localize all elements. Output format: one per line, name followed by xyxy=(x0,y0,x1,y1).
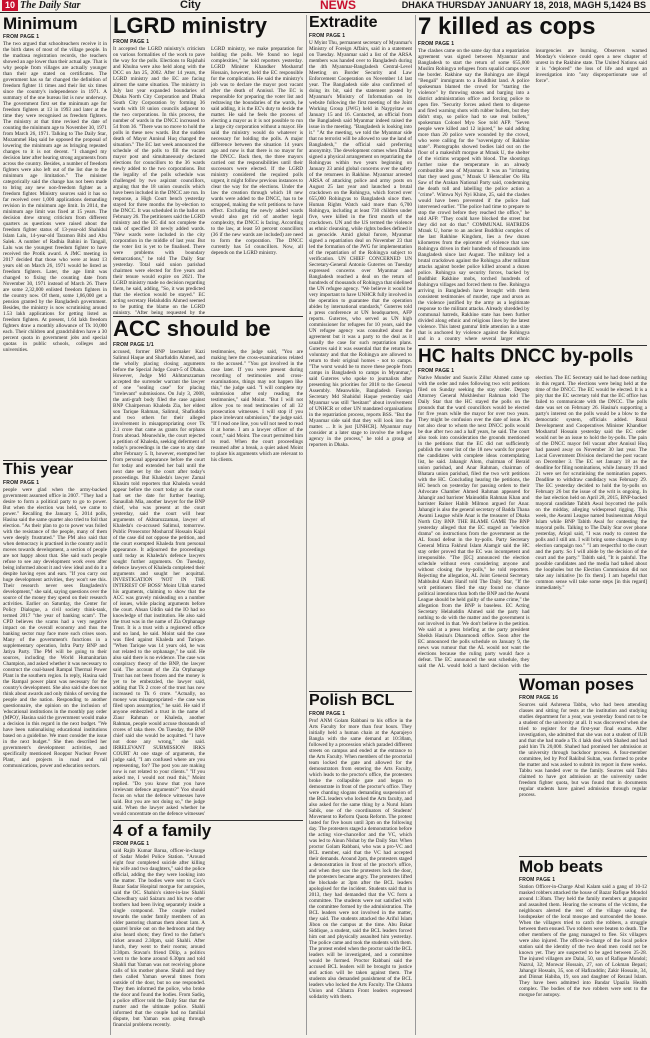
dateline: FROM PAGE 1 xyxy=(113,841,150,847)
headline: Polish BCL xyxy=(309,693,395,709)
headline: 4 of a family xyxy=(113,822,212,840)
article-body: people were glad when the army-backed government assumed office in 2007. "They had a desire to form a political party to go to power. But when the election was held, we came to power." Recalling the January 5, 2014 polls, Hasina said the same quarter also tried to foil that election. "As their plan to go to power was foiled with the resistance of the people, many of them were deeply frustrated." The PM also said that when democracy is practised in the country and it moves towards development, a section of people are not happy about that. She said such people refuse to see any development work even after being informed about it and view ideal and do it a despite having eyes and ears. "If you carry out huge development activities, they won't see this. Their research never sees Bangladesh's development," she said, saying questions over the source of the money they spend on their research activities. Earlier on Saturday, the Center for Policy Dialogue, a civil society think-tank, termed 2017 "the year of banking scam". The CPD believes the scams had a very negative impact on the overall economy and thus the banking sector may face more such crises soon. Many of the government's functions in a supplementary operation, Infra Party BNP and Jatiya Party. The PM will be going to their sources, including the World Humanitarian Champion, and asked whether it was necessary to construct the coal-based Rampal Thermal Power Plant in the southern region. In reply, Hasina said the Rampal power plant was necessary for the country's development. She also said she does not think about awards and only thinks of serving the people and the nation. Responding to another questionnaire, she opinion on the inclusion of 'educational institutions in the monthly pay order (MPO)', Hasina said the government would make a decision in this regard in the next budget. "We have been nationalising educational institutions based on a guideline. We must consider the issue in the next budget." She then described her government's development activities, and specifically mentioned Rooppur Nuclear Power Plant, and projects in road and rail communications, power and education sectors. xyxy=(3,487,107,769)
article-body: said Rajib Kumar Barua, officer-in-charge of Sadar Model Police Station. "Around eight four completed suicide after killing his wife and two daughters," said the police official, adding the they were looking into the matter. The bodies were sent to Cox's Bazar Sadar Hospital morgue for autopsies, said the OC. Shahin's sister-in-law Shahli Chowdhury said Saizuru and his two other brothers had been living separately inside a single compound. The couple rushed towards the under family members of an older pastoring chamas them about 1am. A quarrel broke out on the bedroom and they also heard shots; they fired to the father's ticket around 2.30pm, said Shahli. After lunch, they went to their rooms; around 3:30pm. Stavan's friend Dilip, a politics went to the home around 6.30pm and told Shahli that Yaman was not receiving phone calls of his mother phone. Shahli and they then called Yaman several times from outside of the door, but no one responded. They then informed the police, who broke the door and found the bodies. From Sadiq, a police officer told the Daily Star that the matter and the ultimate police. Shahli informed that the couple had no familial dispute, but Yaman was going through financial problems recently. xyxy=(113,848,205,1028)
dateline: FROM PAGE 1 xyxy=(3,480,40,486)
rule-killed-hc xyxy=(418,345,647,346)
headline: 7 killed as cops xyxy=(418,15,596,40)
article-polish-bcl xyxy=(309,693,412,1034)
headline: LGRD ministry xyxy=(113,15,268,38)
article-minimum xyxy=(3,15,107,460)
article-body: The clashes came on the same day that a repatriation agreement was signed between Myanmar and Bangladesh to start the return of some 655,000 Muslim Rohingya refugees from squalid camps over the border. Rakhine say the Rohingya are illegal "Bengali" immigrants to a Buddhist land. A police spokesman blamed the crowd for "starting the violence" by throwing stones and barging into a district administration office and forcing police to open fire. "Security forces asked them to disperse and fired warning shots with rubber bullets, but they didn't stop, so police had to use real bullets," spokesman Colonel Myo Soe told AFP. "Seven people were killed and 12 injured," he said adding more than 20 police were wounded by the crowd, who were calling for the "sovereignty of Rakhine state". Photographs showed bodies laid out on the floor of a makeshift morgue at Mrauk U, the shelter of the victims wrapped with blood. The shootings further raise the temperature in an already combustible area of Myanmar. It was an "irritating that they used guns," Mrauk U Hemcalier Oo Hla Saw of the Arakan National Party said, condemning the death toll and labelling the police action a "crime". Wimwa Nyi Nyi Khine, 25, said the clashes would have been prevented if the police had intervened earlier. "The police had time to prepare to stop the crowd before they reached the office," he told AFP. "They could have blocked the street but they did not do that." COMMUNAL HATREDS Mrauk U, home to an ancient Buddhist complex of the last Rakhine Kingdom, lies a few dozen kilometres from the epicentre of violence that saw Rohingya driven in their hundreds of thousands into Bangladesh since last August. The military led a brutal crackdown against the Rohingya after militant attacks against border police killed around a dozen police. Rohingya say security forces, backed by Buddhist Rakhine mobs, torched hundreds of Rohingya villages and forced them to flee. Rohingya arriving in Bangladesh have brought with them consistent testimonies of murder, rape and arson as the violence justified by the army as a legitimate response to the militant attacks. Already shredded by communal hatreds, Rakhine state has been further divided along ethnic and religious lines by the latest violence. This latest gamma' little attention in a state that is anchored by violence against the Rohingya and in a country where several larger ethnic insurgencies are burning. Observers warned Monday's violence could open a new chapter of unrest in the Rakhine state. The United Nations said it is "deplored" the loss of life and urged an investigation into "any disproportionate use of force". xyxy=(418,48,647,342)
column-rule xyxy=(306,15,307,1035)
article-body: Native Munder and Suavis Zillur Ahmed came up with the order and rules following two writ petitions filed on Sunday seeking the stay order. Deputy Attorney General Mokhleshur Rahman told The Daily Star that the HC stayed the polls on the grounds that the ward councillors would be elected for five years while the mayor for over two years. They might be confusion over the date of issue. It's not also clear to whom the next DNCC polls would be due after two and a half years, he said. The court also took into consideration the grounds mentioned in the petitions that the EC did not sufficiently publish the voter list of the 18 new wards for proper the candidates with complete ideas contemplating list, he said. Jahangir Alom, chairman of Beraid union parishad, and Anar Rahman, chairman of Bhatara union parishad, filed the two writ petitions with the HC. Concluding hearing the petitions, the HC bench on yesterday for passing orders to their Advocate Chamber Ahmed Rahman appeared for Jahangir and barrister Mainuddin Rahman Khan and barrister Rainer Habib Milmon argued for Anar. Jahangir is also the general secretary of Badda Thana Awami League while Anar is the treasurer of Dhaka North City BNP. THE BLAME GAME The BNP yesterday alleged that the EC staged an "election drama" on instructions from the government as the AL found defeat in the by-polls. Party Secretary General Mirza Fakhrul Islam Alamgir said the HC stay order proved that the EC was incompetent and irresponsible. "The [EC] announced the election schedule without even considering anyone and without closing the by-polls," he told reporters. Rejecting the allegation, AL Joint General Secretary Mahbubul Alam Hanif told The Daily Star, "If the writ petitioners filed the stay found no chance political intentions than both the BNP and the Awami League should be held guilty of the same crime," the allegation from the BNP is baseless. EC Acting Secretary Helaluddin Ahmed said the party had nothing to do with the matter and the government is not involved in that. We don't believe in the petition. We said at a press briefing at the party president Sheikh Hasina's Dhanmondi office. Soon after the EC announced the polls schedule on January 9, the news was rumour that the AL would not want the elections because the ruling party would face a defeat. The EC announced the seat schedule, they said the AL would hold a hard decision with the election. The EC Secretary said he had done nothing in this regard. The elections were being held at the time of the DNCC. The EC would be elected. It is a pity that the EC secretary told that the EC office has failed to communicate with the DNCC. The polls date was set on February 26. Hasina's supporting a party's interest on the polls would be a blow to the democratic system, officials added. Rural Development and Cooperatives Minister Khandker Mosharraf Hossain yesterday said the EC order would not be an issue to hold the by-polls. The pain of the DNCC mayor fell vacant after Annisul Huq had passed away on November 30 last year. The Local Government Division declared the post vacant on December 3. The EC set January 18 as the deadline for filing nominations, while January 19 and 21 were set for scrutinising the nomination papers. Deadline to withdraw candidacy was February 29. The EC yesterday decided to hold the by-polls on February 26 but the issue of the writ is ongoing. In the last election held on April 28, 2015, BNP-backed mayoral candidate Tabith Awal boycotted the polls on the midday, alleging widespread rigging. This week, the Awami League named businessman Atiqul Islam while BNP Tabith Awal for contesting the mayoral polls. Talking to The Daily Star over phone yesterday, Atiqul said, "I was ready to contest the polls and I still am. I will bring some changes in my election campaign too." "I am respectful to the court and the party. So I will abide by the decision of the court and the party." Tabith said, "It is painful. The possible candidates and the media had talked about the loopholes but the Election Commission did not take any initiative [to fix them]. I am hopeful that common sense will take some steps [in this regard] immediately." xyxy=(418,375,647,669)
rule-lgrd-acc xyxy=(113,316,303,317)
dateline: FROM PAGE 1 xyxy=(519,877,556,883)
masthead xyxy=(0,0,650,13)
article-body: accused, former BNP lawmaker Kazi Salimul Haque and Sharfuddin Ahmed, and the wholly placing closing arguments before the Special Judge Court-5 of Dhaka. However, Judge Md Akhtaruzzaman accepted the surrender warrant the lawyer of one "sealing case" for placing "irrelevant" submissions. On July 3, 2008, the anti-graft body filed the case against BNP Chairperson Khaleda Zia, her eldest son Tarique Rahman, Salimul, Shafiuddin and two others for their alleged involvement in misappropriating over Tk 2.1 crore that came as grants for orphans from abroad. Meanwhile, the court rejected a petition of Khaleda, seeking deferment of today's proceedings in the case to any date after February 5. It, however, exempted her from personal appearance before the court for today and extended her bail until the next date set by the court after today's proceedings. But Khaleda's lawyer Zamal Khasim told reporters that Khaleda would appear before the court today as the court had set the date for further hearing. Sanaullah Mia, another lawyer for the BNP chief, who was present at the court yesterday, said the court will hear arguments of Akhtaruzzaman, lawyer of Khaleda's co-accused Salimul, tomorrow. Public Prosecutor Mosharraf Hossain Kajal of the case did not oppose the petition, and the court exempted Khaleda from personal appearance. It adjourned the proceedings until today as Khaleda's defence lawyers sought further arguments. On Tuesday, defence lawyers of Khaleda completed their arguments and sought her acquittal. INVESTIGATION 'NOT IN THE INTEREST OF BOSS' Moint Ullah started his arguments, claiming to show that the ACC was gravely misleading on a number of issues, while placing arguments before the court. Ahsan Uddin said the IO had no knowledge of that institution. He also said the trust was in the name of Zia Orphanage Trust. It is a trust with a registered office and no land, he said. Moint said the case was filed against Khaleda and Tarique. "When Tarique was 14 years old, he was not related to the orphanage," he said. He also said there is no evidence. The case was conspiracy theory of the BNP, the lawyer said. The account of the Zia Orphanage Trust has not been frozen and the money is yet to be embezzled, the lawyer said, adding that Tk 2 crore of the trust has now increased to Tk 6 crore. "Actually, no money was misappropriated - the case was filed upon assumption," he said. He said if anyone embezzled a trust in the name of Ziaur Rahman or Khaleda, another Rahman, people would accuse thousands of crores of taka there. On Tuesday, the BNP chief said she would be acquitted. "I have not done any wrong," she said. IRRELEVANT SUBMISSION IRKS COURT At one stage of arguments, the judge said, "I am confused where are you representing, for? The post you are making now is not related to your clients." "If you asked me, I would not read this," Moint replied. "Do you know that you have irrelevant defence arguments?" Yoo should focus on what the defence witnesses have said. But you are not doing so," the judge said. When the lawyer asked whether he would concentrate on the defence witnesses' testimonies, the judge said, "You are making here the cross-examinations related to the accused." "You got involved in the case later. If you were present during recording of testimonies and cross-examinations, things may not happen like this," the judge said. "I will complete my submission after only reading the testimonies," said Moint. "But I will not allow you to read testimonies of all 32 prosecution witnesses. I will stop if you place irrelevant submission," the judge said. "If I read one line, you will not need to read it at home. I am a lawyer officer of the court," said Moint. The court permitted him to read. When the court proceedings resumed after a break, a quiet asked Moint to place his arguments which are relevant to his clients. xyxy=(113,349,303,817)
article-woman xyxy=(519,676,647,856)
rule-woman-mob xyxy=(519,856,647,857)
news-label: NEWS xyxy=(320,0,356,12)
headline: This year xyxy=(3,462,74,478)
article-family xyxy=(113,822,303,1034)
article-body: The two argued that schoolteachers receive it in the birth dates of most of the village people. In the madrasa registration records, the teachers showed an age lower than their actual age. That is why people from villages are actually younger than their age stated on certificates. The government has so far changed the definition of freedom fighter 11 times and their list six times since the country's independence in 1971. A summary of the one bureau list is now underway. The government first set the minimum age for freedom fighters at 13 in 1993 and later at the time they were recognised as freedom fighters. The ministry at that time revised the date of counting the minimum age to November 30, 1971 from March 26, 1971. Talking to The Daily Star, Mozammel Haq said he opposed the proposal of lowering the minimum age as bringing repeated changes to it is not decent. "I changed my decision later after hearing strong arguments from across the country. Besides, a number of freedom fighters were also left out of the list due to the minimum age limitation." The minister categorically said the change has not been made to bring any new non-freedom fighter as a freedom fighter. Ministry sources said it has so far received over 1,000 applications demanding revision in the minimum age limit. In 2014, the minimum age limit was fixed at 15 years. The decision drew strong criticism from different quarters as questions were raised about the freedom fighter status of 13-year-old Shahidul Islam Lalu, 14-year-old Taramon Bibi and Abu Salek. A number of Radhia Bahini in Tangail, Lalu was the youngest freedom fighter to have received the Protik award. A JMC meeting in 2017 decided that those who were at least 13 years old on March 26, 1971 would be listed as freedom fighters. Later, the age limit was changed to fixing the counting date from November 30, 1971 instead of March 26. There are some 2,32,000 enlisted freedom fighters in the country now. Of them, some 1,86,000 get a pension granted by the Bangladesh government. Besides, the ministry is now scrutinising around 1.53 lakh applications for getting listed as freedom fighters. At present, 1.64 lakh freedom fighters draw a monthly allowance of Tk 10,000 each. Their children and grandchildren have a 30 percent quota in government jobs and special quotas in public schools, colleges and universities. xyxy=(3,41,107,353)
article-this-year xyxy=(3,462,107,1032)
column-rule xyxy=(415,15,416,1035)
dateline: FROM PAGE 1 xyxy=(309,711,346,717)
article-body: Prof ANM Golam Rabbani to his office in the Arts Faculty for more than four hours. They initially held a human chain at the Aparajeyo Bangla with the same demand at 10:30am, followed by a procession which paraded different streets on campus and ended at the entrance to the Arts Faculty. When members of the proctorial team locked the gate and allowed for the demonstrators from entering the Arts Faculty, which leads to the proctor's office, the protesters broke the collapsible gate and began to demonstrate in front of the proctor's office. They were chanting slogans demanding suspension of the BCL leaders who locked the Arts faculty, and also asked for the same thing by a Nurul Islam Sabik, one of the coordinators of Students' Movement to Reform Quota Reform. The protest lasted for five hours until 3pm on the following day. The protesters staged a demonstration before the acting vice-chancellor and the VC, which was led to Ainun Nishat by the Daily Star. When proctor Golam Rabbani, who was a pro-VC and BCL member, said that the VC had accepted their demands. Around 2pm, the protesters staged a demonstration in front of the proctor's office, and when they saw the protesters lock the door, the protesters became angry. The protesters lifted the blockade at 3pm after the BCL leaders apologised for the incident. Students said that in 2013, they had demanded that the VC form a committee. The students were not satisfied with the committee formed by the administration. The BCL leaders were not involved in the matter, they said. The students attacked the Ariful Islam Jibon on the campus at the time. Abu Bakar Siddique, a student, said the BCL leaders forced him out and physically assaulted him yesterday. The police came and took the students with them. The protest ended when the proctor said the BCL leaders will be investigated, and a committee would be formed. Proctor Rabbani said the accused BCL leaders will be brought to justice and action will be taken against them. The students also demanded punishment of the BCL leaders who locked the Arts Faculty. The Chhatra Union and Chhatra Front leaders expressed solidarity with them. xyxy=(309,718,412,1000)
dateline: FROM PAGE 1/1 xyxy=(113,342,154,348)
article-body: Station Officer-in-Charge Abul Kalam said a gang of 10-12 masked robbers attacked the house of Bazar Rafique Mondol around 1:30am. They held the family members at gunpoint and assaulted them. Hearing the screams of the victims, the neighbours alerted the rest of the village using the loudspeaker of the local mosque and surrounded the house. When the villagers tried to catch the robbers, a struggle between them ensued. Two robbers were beaten to death. The other members of the gang managed to flee. Six villagers were also injured. The officer-in-charge of the local police station said the identity of the two dead men could not be known yet. They are suspected to be aged between 25-28. The injured villagers are Dalai, 50, son of Rafique Mondol; Nazrul, 32; Monwar Hossain, 27, son of Lokman Bepari; Jahangir Hossain, 35, son of Hafizuddin; Zakir Hossain, 34, and Dinnat Habiba, 19, son and daughter of Rezaul Islam. They have been admitted into Bandar Upazila Health complex. The bodies of the two robbers were sent to the morgue for autopsy. xyxy=(519,884,647,998)
rule-acc-family xyxy=(113,820,303,821)
article-body: It accepted the LGRD ministry's criticism on various formalities of the work to pave the way for the polls. Elections to Rajshahi and Khulna were also held along with the DCC on Jan 25, 2002. After 14 years, the LGRD ministry and the EC are facing almost the same situation. The ministry in July last year expanded boundaries of Dhaka North City Corporation and Dhaka South City Corporation by forming 36 wards with 18 union councils adjacent to the two corporations. In this process, the number of wards in the DNCC increased to 54 from 36. "There was no move to hold the polls in these new wards. But the sudden death of Mayor Annisul Huq changed the situation." The EC last week announced the schedule of the polls to fill the vacant mayor post and simultaneously declared elections for councillors to the 36 wards newly added to the two corporations. But the legality of the polls schedule was challenged by two aspirant councillors, arguing that the 18 union councils which have been included in the DNCC are run. In response, a High Court bench yesterday stayed for three months the by-election to the DNCC. It was scheduled in the ballot on February 26. The petitioners said the LGRD ministry and the EC did not complete the task of specified 18 newly added wards. "New wards were included in the city corporation in the middle of last year. But the voter list is yet to be finalised. There were problems with boundary demarcations," he told The Daily Star yesterday. Total said union parishad chairmen were elected for five years and their tenure would expire on 2021. The LGRD ministry made no decision regarding them, he said, adding, "So, it was predicted that the election would be stayed." EC acting secretary Helaluddin Ahmed seemed to be putting the blame on the LGRD ministry. "After being requested by the LGRD ministry, we make preparation for holding the polls. We found no legal complexities," he told reporters yesterday. LGRD Minister Khandker Mosharraf Hossain, however, held the EC responsible for the complication. He said the ministry's job was to declare the mayor post vacant after the death of Annisul. The EC is responsible for preparing the voter list and redrawing the boundaries of the wards, he said adding, it is the EC's duty to decide the matter. He said he feels the process of electing a mayor as it is not possible to run a large city corporation without a mayor. He said the ministry would do whatever is necessary for holding the polls. A major difference between the situation 14 years ago and now is that there is no mayor for the DNCC. Back then, the three mayors carried out the responsibilities until their successors were elected. If the LGRD ministry considered the required polls urgent, it might follow previous instances to clear the way for the elections. Under the law the creation through which 18 new wards were added to the DNCC, has to be scrapped, making the writ petitions to have effect. Excluding the newly added wards would also get rid of another legal complexity, the DNCC is facing. According to the law, at least 50 percent councillors (36 if the new wards are included) are need to form the corporation. The DNCC currently has 54 councillors. Now, all depends on the LGRD ministry. xyxy=(113,46,303,315)
dateline: FROM PAGE 16 xyxy=(519,695,559,701)
article-lgrd xyxy=(113,15,303,315)
headline: ACC should be xyxy=(113,318,271,341)
headline: HC halts DNCC by-polls xyxy=(418,347,634,367)
article-hc-halts xyxy=(418,347,647,673)
headline: Woman poses xyxy=(519,676,634,694)
article-extradite xyxy=(309,15,412,690)
headline: Minimum xyxy=(3,15,78,33)
section-label: City xyxy=(180,0,201,11)
dateline: FROM PAGE 1 xyxy=(309,33,346,39)
rule-minimum-this-year xyxy=(3,460,107,461)
rule-extradite-polish xyxy=(309,691,412,692)
page-number: 10 xyxy=(2,0,18,11)
article-mob xyxy=(519,858,647,1034)
dateline: FROM PAGE 1 xyxy=(418,368,455,374)
dateline: FROM PAGE 1 xyxy=(113,39,150,45)
date-line: DHAKA THURSDAY JANUARY 18, 2018, MAGH 5,1424 BS xyxy=(401,0,646,10)
article-killed xyxy=(418,15,647,343)
headline: Mob beats xyxy=(519,858,604,876)
dateline: FROM PAGE 1 xyxy=(418,41,455,47)
rule-hc-woman xyxy=(519,674,647,675)
article-body: Sources said Ashreena Tabbu, who had been attending classes and sitting for tests at the institution and studying studies department for a year, was yesterday found not to be a student of the university at all. It was discovered when she tried to register for the first-year final exams. After investigation, she admitted that she was not a student of IUB and that she had made a Tk 4 lakh deal with Shahed and had paid him Tk 20,000. Shahed had promised her admission at the university through backdoor process. A four-member committee, led by Prof Rakibul Sultan, was formed to probe the matter and was asked to submit its report in three weeks. Tabbu was handed over to the family. Sources said Tabu claimed to have got admission at the university under freedom fighter quota, but was found that in documents regular students have gained admission through regular process. xyxy=(519,702,647,798)
article-acc xyxy=(113,318,303,818)
column-rule xyxy=(110,15,111,1035)
dateline: FROM PAGE 1 xyxy=(3,34,40,40)
article-body: U Myint Thu, permanent secretary of Myanmar's Ministry of Foreign Affairs, said in a statement on Tuesday. Myanmar said a list of the ARSA members was handed over to Bangladesh during the 4th Myanmar-Bangladesh Central-Level Meeting on Border Security and Law Enforcement Cooperation on November 14 last year. The Bangladesh side also confirmed of doing its bit, said the statement posted by Myanmar's Ministry of Information on its website following the first meeting of the Joint Working Group (JWG) held in Naypyitaw on January 15 and 16. Contacted, an official from the Bangladesh said Myanmar indeed raised the issue in the meeting. "Bangladesh is looking into it." "At the meeting, we told the Myanmar side that no terrorist will be allowed to use the land of Bangladesh," the official said preferring anonymity. The development comes when Dhaka signed a physical arrangement on repatriating the Rohingyas within two years beginning on January 23 amid global concerns over the safety of the returnees in Rakhine. Myanmar arrested ARSA of attacking police and army posts on August 25 last year and launched a brutal crackdown on the Rohingya, which forced over 655,000 Rohingyas to Bangladesh since then. Human Rights Watch said more than 6,700 Rohingya, including at least 730 children under five, were killed in the first month of the crackdown. UN and the US termed the violence as ethnic cleansing, while rights bodies defined it as genocide. Amid global furore, Myanmar signed a repatriation deal on November 23 that led the formation of the JWG for implementation of the repatriation of the Rohingya subject to verification. UN CHIEF CONCERNED UN Secretary-General Antonio Guterres on Tuesday expressed concerns over Myanmar and Bangladesh reached a deal on the return of hundreds of thousands of Rohingya that sidelined the UN refugee agency. "We believe it would be very important to have UNHCR fully involved in the operation to guarantee that the operation abides by international standards," Guterres told a press conference at UN headquarters, AFP reports. Guterres, who served as UN high commissioner for refugees for 10 years, said the UN refugee agency was consulted about the agreement but it was a party to the deal as it usually the case for such repatriation plans. Guterres said it was essential that the returns be voluntary and that the Rohingya are allowed to return to their original homes - not to camps. "The worst would be to move these people from camps in Bangladesh to camps in Myanmar," said Guterres who spoke to journalists after presenting his priorities for 2018 to the General Assembly. Meanwhile, Bangladesh Foreign Secretary Md Shahidul Haque yesterday said Myanmar was still "hesitant" about involvement of UNHCR or other UN mandated organisations in the repatriation process, reports BSS. "But the Myanmar side said that they will look into the matter. ... It is just [UNHCR]. Myanmar may consider at a later stage to involve the refugee agency in the process," he told a group of reporters in Dhaka. xyxy=(309,40,412,448)
headline: Extradite xyxy=(309,15,378,31)
paper-name: The Daily Star xyxy=(20,0,81,11)
